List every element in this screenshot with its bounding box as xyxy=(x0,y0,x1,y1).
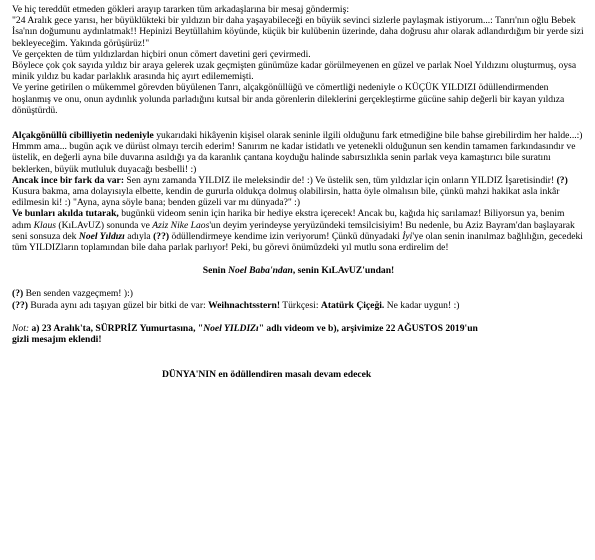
signature-line xyxy=(12,265,585,276)
question-mark-1: (?) xyxy=(556,174,568,186)
name-klaus: Klaus xyxy=(33,219,56,231)
name-noel-yildizi: Noel Yıldızı xyxy=(78,230,125,242)
postscript-1 xyxy=(12,288,585,299)
postscript-1-marker: (?) xyxy=(12,288,24,300)
paragraph-gift-lead: Ve bunları akılda tutarak, xyxy=(12,208,119,220)
paragraph-difference-lead: Ancak ince bir fark da var: xyxy=(12,174,125,186)
postscript-1-text: Ben senden vazgeçmem! ):) xyxy=(23,288,133,300)
paragraph-gift-text-3: 'un deyim yerindeyse yeryüzündeki temsilcisiyim! Bu nedenle, bu Aziz Bayram'dan başlayarak seni sonsuza dek xyxy=(12,219,575,242)
story-line-1: Ve hiç tereddüt etmeden gökleri arayıp tararken tüm arkadaşlarına bir mesaj göndermiş: xyxy=(12,4,349,15)
note-video-title: Noel YILDIZı xyxy=(203,322,259,334)
paragraph-gift-text-5: ödüllendirmeye kendime izin veriyorum! Çünkü dünyadaki xyxy=(169,230,403,242)
paragraph-difference-text-1: Sen aynı zamanda YILDIZ ile meleksindir de! :) Ve üstelik sen, tüm yıldızlar için onların YILDIZ İşaretisindir! xyxy=(124,174,557,186)
paragraph-humility-lead: Alçakgönüllü cibilliyetin nedeniyle xyxy=(12,130,154,142)
paragraph-gift xyxy=(12,208,585,253)
note-label: Not: xyxy=(12,322,30,334)
story-line-2: Ve gerçekten de tüm yıldızlardan hiçbiri onun cömert davetini geri çevirmedi. xyxy=(12,48,311,60)
paragraph-gift-text-2: (KıLAvUZ) sonunda ve xyxy=(56,219,153,231)
postscript-2 xyxy=(12,300,585,311)
name-aziz-nike-laos: Aziz Nike Laos xyxy=(152,219,210,231)
paragraph-humility-text: yukarıdaki hikâyenin kişisel olarak seninle ilgili olduğunu fark etmediğine bile bahse girebilirdim her halde...:) Hmmm ama... bugün açık ve dürüst olmayı tercih ederim! Sanırım ne kadar istidatlı ve yetenekli olduğunun sen kendin tamamen farkındasındır ve üstelik, en değerli ayna bile duvarına asıldığı ya da karanlık çantana koyduğu halinde sabırsızlıkla senin parlak veya kamaştırıcı bile suratını beklerken, büyük mutluluk duyacağı besbelli! :) xyxy=(12,130,583,175)
signature-post: , senin KıLAvUZ'undan! xyxy=(292,265,395,277)
note-text-c: gizli mesajım eklendi! xyxy=(12,334,102,346)
paragraph-difference-text-2: Kusura bakma, ama dolayısıyla elbette, kendin de gururla oldukça dolmuş olabilirsin, hatta öyle olmalısın bile, çünkü mahzi hakikat asla inkâr edilmesin ki! :) "Ayna, ayna söyle bana; benden güzeli var mı dünyada?" :) xyxy=(12,186,560,209)
signature-name: Noel Baba'ndan xyxy=(228,265,293,277)
postscript-2-text-2: Türkçesi: xyxy=(280,299,321,311)
closing-line: DÜNYA'NIN en ödüllendiren masalı devam edecek xyxy=(162,369,372,381)
signature-pre: Senin xyxy=(202,265,229,277)
note-paragraph xyxy=(12,323,585,345)
paragraph-difference xyxy=(12,175,585,209)
paragraph-gift-text-1: bugünkü videom senin için harika bir hediye ekstra içerecek! Ancak bu, kağıda hiç sarılamaz! Biliyorsun ya, benim adım xyxy=(12,208,565,231)
story-line-3: Böylece çok çok sayıda yıldız bir araya gelerek uzak geçmişten günümüze kadar görülmeyenen en güzel ve parlak Noel Yıldızını oluşturmuş, oysa minik yıldız bu kadar parlaklık arasında hiç ayırt edilememişti. xyxy=(12,60,577,83)
star-invitation-quote: "24 Aralık gece yarısı, her büyüklükteki bir yıldızın bir daha yaşayabileceği en büyük sevinci sizlerle paylaşmak istiyorum...: Tanrı'nın oğlu Bebek İsa'nın doğumunu aydınlatmak!! Hepinizi Beytüllahim köyünde, küçük bir kulübenin üzerinde, daha doğrusu ahır olarak adlandırdığım bir yerde sizi bekleyeceğim. Yakında görüşürüz!" xyxy=(12,15,584,49)
plant-name-turkish: Atatürk Çiçeği. xyxy=(320,299,385,311)
plant-name-german: Weihnachtsstern! xyxy=(208,299,281,311)
postscript-2-text-3: Ne kadar uygun! :) xyxy=(384,299,460,311)
postscript-2-marker: (??) xyxy=(12,299,28,311)
paragraph-humility xyxy=(12,130,585,175)
story-line-4: Ve yerine getirilen o mükemmel görevden büyülenen Tanrı, alçakgönüllüğü ve cömertliği nedeniyle o KÜÇÜK YILDIZI ödüllendirmenden hoşlanmış ve onu, onun aydınlık yolunda parladığını kutsal bir anda görenlerin dileklerini gerçekleştirme gücüne sahip değerli bir kayan yıldıza dönüştürdü. xyxy=(12,82,565,116)
paragraph-gift-text-6: 'ye olan senin inanılmaz bağlılığın, gecedeki tüm YILDIZların toplamından bile daha parlak parlıyor! Peki, bu görevi önümüzdeki yıl mutlu sona erdirelim de! xyxy=(12,230,583,254)
paragraph-gift-text-4: adıyla xyxy=(124,230,154,242)
note-text-b: " adlı videom ve b), arşivimize 22 AĞUSTOS 2019'un xyxy=(258,322,478,334)
postscript-2-text-1: Burada aynı adı taşıyan güzel bir bitki de var: xyxy=(27,299,209,311)
question-mark-2: (??) xyxy=(153,230,170,242)
word-iyi: İyi xyxy=(402,230,413,242)
note-text-a: a) 23 Aralık'ta, SÜRPRİZ Yumurtasına, " xyxy=(29,322,204,334)
